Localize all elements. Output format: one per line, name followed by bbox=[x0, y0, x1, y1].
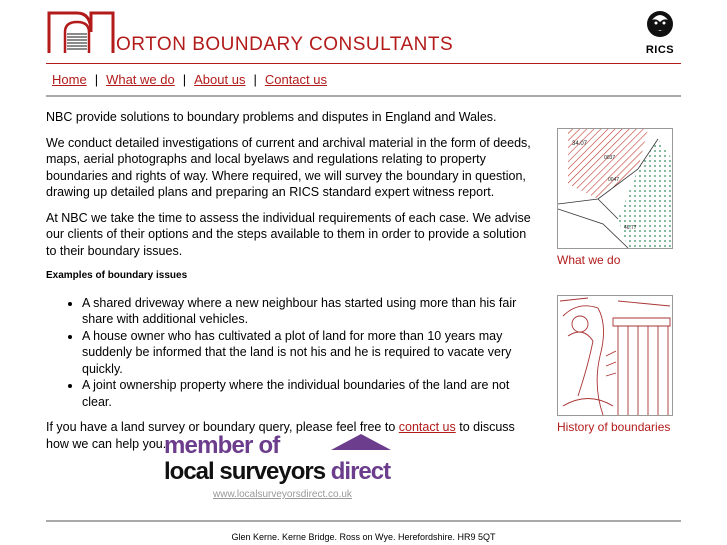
rics-label: RICS bbox=[645, 44, 675, 56]
examples-list bbox=[46, 295, 536, 411]
nav-separator: | bbox=[182, 72, 187, 87]
history-sketch-image[interactable] bbox=[557, 295, 673, 416]
local-surveyors-text: local surveyors bbox=[164, 458, 331, 484]
map-label: 34.07 bbox=[572, 141, 588, 147]
rics-logo bbox=[640, 8, 680, 58]
nav-home[interactable]: Home bbox=[52, 72, 87, 87]
footer-address: Glen Kerne. Kerne Bridge. Ross on Wye. Herefordshire. HR9 5QT bbox=[231, 532, 496, 542]
main-content bbox=[46, 109, 536, 461]
sketch-graphic bbox=[558, 296, 672, 415]
boundary-map-image[interactable] bbox=[557, 128, 673, 249]
list-item: • A house owner who has cultivated a plot of land for more than 10 years may suddenly be informed that the land is not his and he is required to vacate very quickly. bbox=[82, 328, 536, 378]
main-nav bbox=[52, 72, 327, 87]
map-label: 0037 bbox=[604, 155, 616, 161]
local-surveyors-direct-logo[interactable] bbox=[163, 432, 417, 484]
nav-about-us[interactable]: About us bbox=[194, 72, 246, 87]
list-item: • A joint ownership property where the individual boundaries of the land are not clear. bbox=[82, 377, 536, 410]
local-surveyors-direct-text bbox=[164, 458, 391, 484]
list-item: • A shared driveway where a new neighbour has started using more than his fair share with additional vehicles. bbox=[82, 295, 536, 328]
lsd-url-link[interactable]: www.localsurveyorsdirect.co.uk bbox=[213, 489, 352, 500]
examples-heading: Examples of boundary issues bbox=[46, 270, 188, 281]
investigation-paragraph: We conduct detailed investigations of current and archival material in the form of deeds, maps, aerial photographs and local byelaws and regulations relating to property boundaries and rights of way. Where required, we will survey the boundary in question, drawing up detailed plans and preparing an RICS standard expert witness report. bbox=[46, 135, 531, 199]
footer-divider bbox=[46, 520, 681, 522]
house-roof-icon bbox=[331, 434, 391, 450]
closing-text-before: If you have a land survey or boundary query, please feel free to bbox=[46, 420, 399, 434]
map-graphic bbox=[558, 129, 672, 248]
nbc-m-logo-icon bbox=[47, 10, 115, 54]
history-of-boundaries-link[interactable]: History of boundaries bbox=[557, 420, 671, 434]
what-we-do-link[interactable]: What we do bbox=[557, 253, 621, 267]
contact-us-link[interactable]: contact us bbox=[398, 420, 456, 434]
map-label: 0047 bbox=[608, 177, 620, 183]
nav-separator: | bbox=[253, 72, 257, 87]
nav-separator: | bbox=[94, 72, 99, 87]
intro-paragraph: NBC provide solutions to boundary problems and disputes in England and Wales. bbox=[46, 110, 497, 124]
header-divider bbox=[46, 63, 681, 64]
nav-contact-us[interactable]: Contact us bbox=[264, 72, 327, 87]
nav-what-we-do[interactable]: What we do bbox=[106, 72, 175, 87]
map-label: 46.77 bbox=[624, 225, 637, 231]
brand-title: ORTON BOUNDARY CONSULTANTS bbox=[116, 34, 454, 55]
direct-text: direct bbox=[330, 458, 391, 484]
member-of-text: member of bbox=[164, 432, 280, 459]
rics-lion-icon bbox=[640, 8, 680, 44]
nav-divider bbox=[46, 95, 681, 97]
approach-paragraph: At NBC we take the time to assess the individual requirements of each case. We advise our clients of their options and the steps available to them in order to provide a solution to their boundary issues. bbox=[46, 210, 531, 258]
closing-text-after: to discuss how we can help you. bbox=[46, 420, 515, 451]
